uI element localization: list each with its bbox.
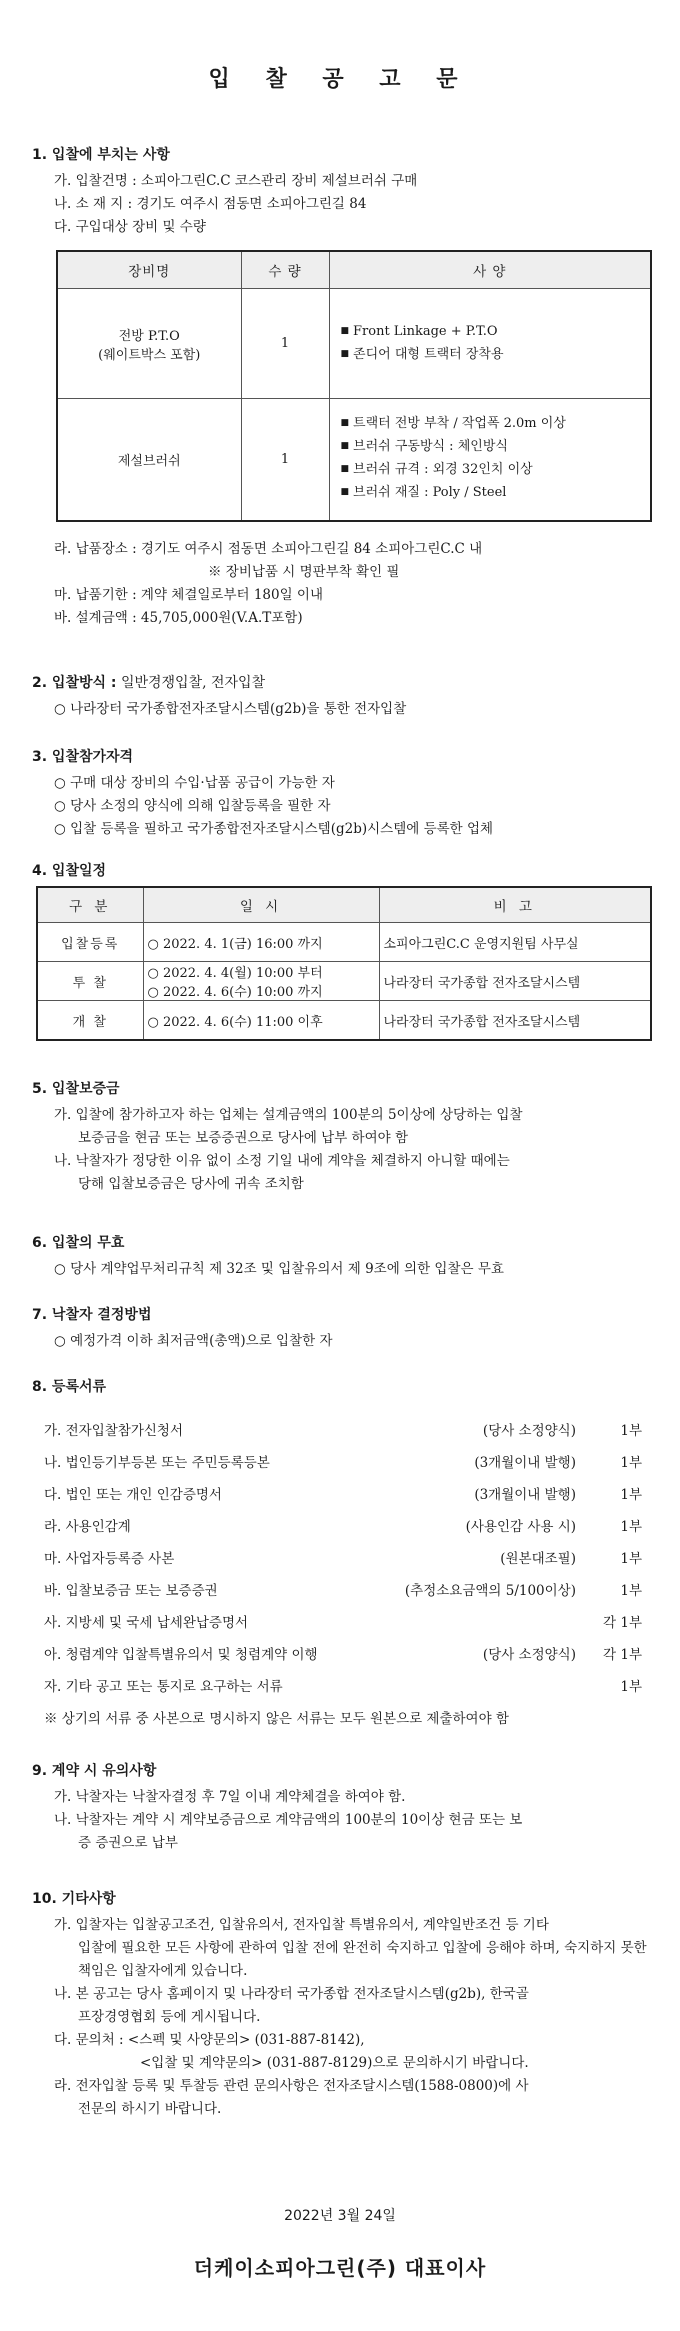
document-count: 1부	[620, 1679, 642, 1695]
section-8	[32, 1376, 652, 1402]
equipment-spec-cell	[329, 399, 651, 521]
document-name: 다. 법인 또는 개인 인감증명서	[44, 1487, 222, 1503]
section-5	[32, 1078, 652, 1196]
schedule-row	[37, 962, 651, 1001]
section-7	[32, 1304, 652, 1353]
equipment-qty: 1	[241, 399, 329, 521]
document-count: 각 1부	[603, 1615, 642, 1631]
s7-item: ○ 예정가격 이하 최저금액(총액)으로 입찰한 자	[54, 1333, 333, 1349]
document-count: 1부	[620, 1583, 642, 1599]
document-list	[36, 1415, 646, 1735]
document-row	[36, 1575, 646, 1607]
s5-item	[32, 1150, 652, 1196]
section-1	[32, 144, 652, 239]
s9-item-text: 가. 낙찰자는 낙찰자결정 후 7일 이내 계약체결을 하여야 함.	[54, 1789, 406, 1805]
s5-item	[32, 1104, 652, 1150]
schedule-note: 소피아그린C.C 운영지원팀 사무실	[379, 923, 651, 962]
section-3	[32, 746, 652, 841]
s3-item: ○ 당사 소정의 양식에 의해 입찰등록을 필한 자	[54, 798, 331, 814]
s5-item-cont: 당해 입찰보증금은 당사에 귀속 조치함	[78, 1176, 304, 1192]
s1-detail: 라. 납품장소 : 경기도 여주시 점동면 소피아그린길 84 소피아그린C.C 내	[54, 541, 483, 557]
equipment-table	[56, 250, 652, 522]
document-name: 마. 사업자등록증 사본	[44, 1551, 175, 1567]
s5-item-text: 가. 입찰에 참가하고자 하는 업체는 설계금액의 100분의 5이상에 상당하는 입찰	[54, 1107, 523, 1123]
schedule-date: ○ 2022. 4. 1(금) 16:00 까지	[143, 923, 379, 962]
s5-item-cont: 보증금을 현금 또는 보증증권으로 당사에 납부 하여야 함	[78, 1130, 408, 1146]
section-1-heading: 1. 입찰에 부치는 사항	[32, 147, 170, 163]
equipment-header: 수 량	[241, 251, 329, 289]
s10-item-cont: 전문의 하시기 바랍니다.	[78, 2101, 222, 2117]
equipment-name: 전방 P.T.O	[118, 328, 180, 344]
schedule-date: ○ 2022. 4. 6(수) 11:00 이후	[143, 1001, 379, 1041]
s10-item	[32, 1983, 652, 2029]
s1-detail: 마. 납품기한 : 계약 체결일로부터 180일 이내	[54, 587, 324, 603]
signature: 더케이소피아그린(주) 대표이사	[193, 2256, 487, 2280]
s1-item: 다. 구입대상 장비 및 수량	[54, 219, 206, 235]
document-count: 1부	[620, 1487, 642, 1503]
equipment-name-cell	[57, 289, 241, 399]
document-name: 바. 입찰보증금 또는 보증증권	[44, 1583, 218, 1599]
s10-item-text: 나. 본 공고는 당사 홈페이지 및 나라장터 국가종합 전자조달시스템(g2b), 한국골	[54, 1986, 529, 2002]
s1-item: 나. 소 재 지 : 경기도 여주시 점동면 소피아그린길 84	[54, 196, 367, 212]
s6-item: ○ 당사 계약업무처리규칙 제 32조 및 입찰유의서 제 9조에 의한 입찰은 무효	[54, 1261, 504, 1277]
s10-item	[32, 1914, 652, 1983]
section-10	[32, 1888, 652, 2121]
section-10-heading: 10. 기타사항	[32, 1891, 116, 1907]
section-5-heading: 5. 입찰보증금	[32, 1081, 120, 1097]
document-note: (당사 소정양식)	[482, 1647, 576, 1663]
document-note: (3개월이내 발행)	[474, 1455, 576, 1471]
spec-item: ■ Front Linkage + P.T.O	[345, 321, 650, 344]
schedule-date: ○ 2022. 4. 6(수) 10:00 까지	[147, 985, 323, 1000]
document-count: 1부	[620, 1455, 642, 1471]
s1-detail: 바. 설계금액 : 45,705,000원(V.A.T포함)	[54, 610, 303, 626]
s10-item-text: 다. 문의처 : <스펙 및 사양문의> (031-887-8142),	[54, 2032, 365, 2048]
equipment-header: 사 양	[329, 251, 651, 289]
spec-item: ■ 브러쉬 구동방식 : 체인방식	[345, 436, 650, 459]
document-row	[36, 1415, 646, 1447]
document-note: (원본대조필)	[500, 1551, 576, 1567]
section-7-heading: 7. 낙찰자 결정방법	[32, 1307, 152, 1323]
equipment-name-cell	[57, 399, 241, 521]
document-count: 1부	[620, 1423, 642, 1439]
s9-item-text: 나. 낙찰자는 계약 시 계약보증금으로 계약금액의 100분의 10이상 현금 또는 보	[54, 1812, 523, 1828]
s10-item-text: 라. 전자입찰 등록 및 투찰등 관련 문의사항은 전자조달시스템(1588-0800)에 사	[54, 2078, 529, 2094]
schedule-header: 구 분	[37, 887, 143, 923]
section-8-heading: 8. 등록서류	[32, 1379, 107, 1395]
document-name: 나. 법인등기부등본 또는 주민등록등본	[44, 1455, 270, 1471]
schedule-type: 투 찰	[37, 962, 143, 1001]
section-1-details	[32, 538, 652, 630]
s10-item-text: 가. 입찰자는 입찰공고조건, 입찰유의서, 전자입찰 특별유의서, 계약일반조건 등 기타	[54, 1917, 549, 1933]
document-count: 각 1부	[603, 1647, 642, 1663]
document-name: 사. 지방세 및 국세 납세완납증명서	[44, 1615, 249, 1631]
s1-item: 가. 입찰건명 : 소피아그린C.C 코스관리 장비 제설브러쉬 구매	[54, 173, 418, 189]
document-name: 자. 기타 공고 또는 통지로 요구하는 서류	[44, 1679, 283, 1695]
s3-item: ○ 입찰 등록을 필하고 국가종합전자조달시스템(g2b)시스템에 등록한 업체	[54, 821, 494, 837]
s3-item: ○ 구매 대상 장비의 수입·납품 공급이 가능한 자	[54, 775, 335, 791]
spec-item: ■ 트랙터 전방 부착 / 작업폭 2.0m 이상	[345, 413, 650, 436]
s10-item-cont: 프장경영협회 등에 게시됩니다.	[78, 2009, 261, 2025]
equipment-name-sub: (웨이트박스 포함)	[98, 347, 201, 363]
schedule-type: 개 찰	[37, 1001, 143, 1041]
document-footnote: ※ 상기의 서류 중 사본으로 명시하지 않은 서류는 모두 원본으로 제출하여야 함	[44, 1711, 509, 1727]
document-count: 1부	[620, 1551, 642, 1567]
document-row	[36, 1543, 646, 1575]
s9-item	[32, 1786, 652, 1809]
document-name: 라. 사용인감계	[44, 1519, 131, 1535]
section-2-heading-value: 일반경쟁입찰, 전자입찰	[116, 675, 266, 691]
s5-item-text: 나. 낙찰자가 정당한 이유 없이 소정 기일 내에 계약을 체결하지 아니할 때에는	[54, 1153, 510, 1169]
document-row	[36, 1639, 646, 1671]
equipment-row	[57, 289, 651, 399]
document-row	[36, 1511, 646, 1543]
document-note: (당사 소정양식)	[482, 1423, 576, 1439]
s9-item-cont: 증 증권으로 납부	[78, 1835, 178, 1851]
s10-item	[32, 2029, 652, 2075]
s2-item: ○ 나라장터 국가종합전자조달시스템(g2b)을 통한 전자입찰	[54, 701, 407, 717]
s10-item-cont: <입찰 및 계약문의> (031-887-8129)으로 문의하시기 바랍니다.	[140, 2055, 529, 2071]
document-row	[36, 1479, 646, 1511]
schedule-row	[37, 923, 651, 962]
equipment-name: 제설브러쉬	[117, 453, 181, 469]
spec-item: ■ 브러쉬 재질 : Poly / Steel	[345, 482, 650, 505]
document-name: 아. 청렴계약 입찰특별유의서 및 청렴계약 이행	[44, 1647, 318, 1663]
schedule-table	[36, 886, 652, 1041]
document-row	[36, 1607, 646, 1639]
spec-item: ■ 브러쉬 규격 : 외경 32인치 이상	[345, 459, 650, 482]
s10-item-cont: 입찰에 필요한 모든 사항에 관하여 입찰 전에 완전히 숙지하고 입찰에 응해야 하며, 숙지하지 못한 책임은 입찰자에게 있습니다.	[78, 1940, 647, 1979]
section-4-heading: 4. 입찰일정	[32, 863, 107, 879]
s10-item	[32, 2075, 652, 2121]
equipment-qty: 1	[241, 289, 329, 399]
section-3-heading: 3. 입찰참가자격	[32, 749, 134, 765]
equipment-row	[57, 399, 651, 521]
document-name: 가. 전자입찰참가신청서	[44, 1423, 183, 1439]
s1-detail-note: ※ 장비납품 시 명판부착 확인 필	[208, 564, 400, 580]
schedule-header: 비 고	[379, 887, 651, 923]
announcement-date: 2022년 3월 24일	[284, 2208, 396, 2224]
schedule-header: 일 시	[143, 887, 379, 923]
section-2-heading	[32, 672, 652, 692]
section-9	[32, 1760, 652, 1855]
schedule-note: 나라장터 국가종합 전자조달시스템	[379, 1001, 651, 1041]
document-note: (3개월이내 발행)	[474, 1487, 576, 1503]
section-9-heading: 9. 계약 시 유의사항	[32, 1763, 157, 1779]
document-note: (사용인감 사용 시)	[465, 1519, 576, 1535]
schedule-type: 입찰등록	[37, 923, 143, 962]
page-title: 입 찰 공 고 문	[208, 66, 472, 92]
section-2-heading-label: 2. 입찰방식 :	[32, 675, 117, 691]
equipment-header: 장비명	[57, 251, 241, 289]
document-row	[36, 1671, 646, 1703]
document-note: (추정소요금액의 5/100이상)	[404, 1583, 576, 1599]
s9-item	[32, 1809, 652, 1855]
schedule-row	[37, 1001, 651, 1041]
schedule-note: 나라장터 국가종합 전자조달시스템	[379, 962, 651, 1001]
section-2	[32, 672, 652, 721]
document-count: 1부	[620, 1519, 642, 1535]
section-6-heading: 6. 입찰의 무효	[32, 1235, 125, 1251]
document-row	[36, 1447, 646, 1479]
schedule-date-cell	[143, 962, 379, 1001]
equipment-spec-cell	[329, 289, 651, 399]
section-4	[32, 860, 652, 886]
spec-item: ■ 존디어 대형 트랙터 장착용	[345, 344, 650, 367]
schedule-date: ○ 2022. 4. 4(월) 10:00 부터	[147, 966, 323, 981]
section-6	[32, 1232, 652, 1281]
